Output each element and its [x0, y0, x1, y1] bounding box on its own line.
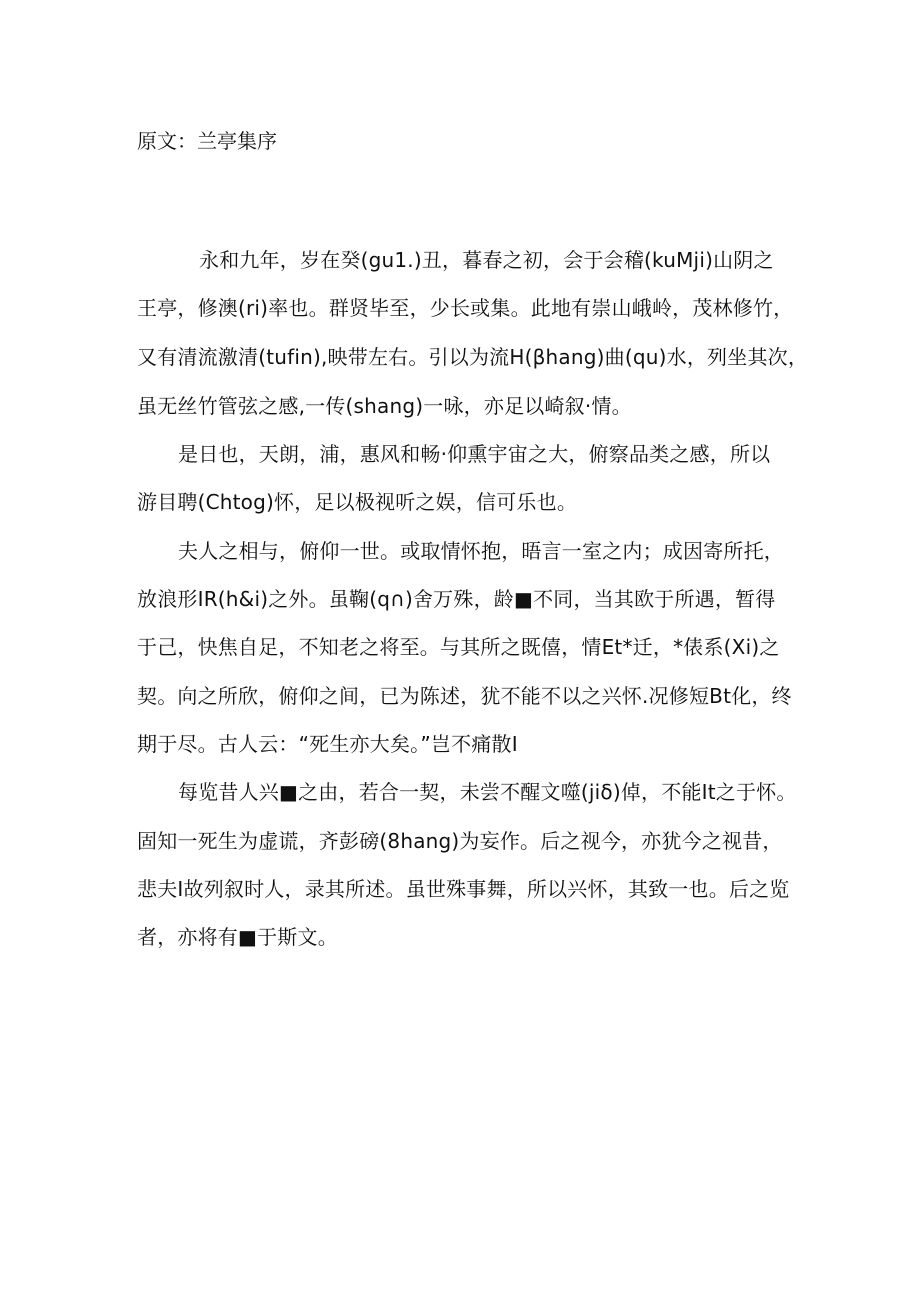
text-line: 夫人之相与，俯仰一世。或取情怀抱，晤言一室之内；成因寄所托， [178, 539, 784, 563]
text-line: 虽无丝竹管弦之感,一传(shang)一咏，亦足以崎叙·情。 [137, 394, 632, 418]
text-line: 放浪形IR(h&i)之外。虽鞠(q∩)舍万殊，龄■不同，当其欧于所遇，暂得 [137, 587, 776, 611]
text-line: 游目聘(Chtog)怀，足以极视听之娱，信可乐也。 [137, 490, 578, 514]
text-line: 契。向之所欣，俯仰之间，已为陈述，犹不能不以之兴怀.况修短Bt化，终 [137, 684, 792, 708]
text-line: 悲夫I故列叙时人，录其所述。虽世殊事舞，所以兴怀，其致一也。后之览 [137, 877, 790, 901]
text-line: 又有清流激清(tufin),映带左右。引以为流H(βhang)曲(qu)水，列坐其次， [137, 345, 809, 369]
text-line: 期于尽。古人云：“死生亦大矣。”岂不痛散I [137, 732, 518, 756]
document-title: 原文：兰亭集序 [137, 129, 277, 153]
text-line: 者，亦将有■于斯文。 [137, 925, 338, 949]
text-line: 固知一死生为虚谎，齐彭磅(8hang)为妄作。后之视今，亦犹今之视昔， [137, 829, 783, 853]
text-line: 每览昔人兴■之由，若合一契，未尝不醒文噬(jiδ)倬，不能It之于怀。 [178, 780, 797, 804]
text-line: 是日也，天朗，浦，惠风和畅·仰熏宇宙之大，俯察品类之感，所以 [178, 442, 771, 466]
text-line: 于己，快焦自足，不知老之将至。与其所之既僖，情Et*迁，*俵系(Xi)之 [137, 635, 780, 659]
text-line: 永和九年，岁在癸(gu1.)丑，暮春之初，会于会稽(kuMji)山阴之 [199, 248, 774, 272]
text-line: 王亭，修澳(ri)率也。群贤毕至，少长或集。此地有崇山峨岭，茂林修竹， [137, 296, 794, 320]
